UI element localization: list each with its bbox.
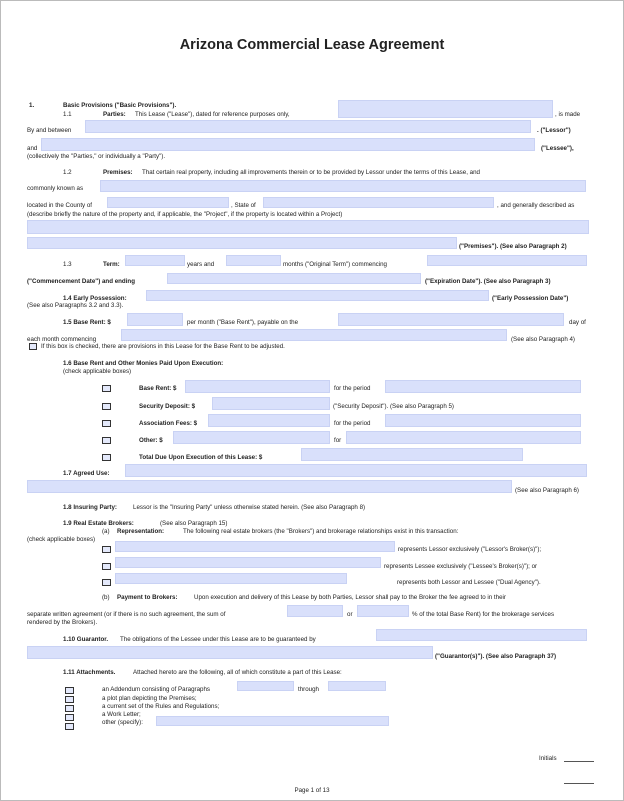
months-text: months ("Original Term") commencing bbox=[283, 261, 387, 268]
lessor-broker-checkbox[interactable] bbox=[102, 546, 111, 553]
dual-agency-checkbox[interactable] bbox=[102, 579, 111, 586]
association-fees-field[interactable] bbox=[208, 414, 330, 427]
day-of-text: day of bbox=[569, 319, 586, 326]
for-text: for bbox=[334, 437, 342, 444]
initials-line-1[interactable] bbox=[564, 761, 594, 762]
real-estate-brokers-label: 1.9 Real Estate Brokers: bbox=[63, 520, 134, 527]
premises-label: Premises: bbox=[103, 169, 133, 176]
other-for-field[interactable] bbox=[346, 431, 581, 444]
security-deposit-text: ("Security Deposit"). (See also Paragraph 5) bbox=[333, 403, 454, 410]
guarantor-field-1[interactable] bbox=[376, 629, 587, 641]
initials-label: Initials bbox=[539, 755, 557, 762]
see-32-text: (See also Paragraphs 3.2 and 3.3). bbox=[27, 302, 124, 309]
base-rent-period-field[interactable] bbox=[385, 380, 581, 393]
state-text: , State of bbox=[231, 202, 256, 209]
section-number: 1. bbox=[29, 102, 35, 109]
rendered-text: rendered by the Brokers). bbox=[27, 619, 98, 626]
or-text: or bbox=[347, 611, 353, 618]
broker-sum-field[interactable] bbox=[287, 605, 343, 617]
initials-line-2[interactable] bbox=[564, 783, 594, 784]
guarantor-field-2[interactable] bbox=[27, 646, 433, 659]
agreed-use-field-1[interactable] bbox=[125, 464, 587, 477]
rent-adjust-checkbox[interactable] bbox=[29, 343, 37, 350]
plot-plan-checkbox[interactable] bbox=[65, 696, 74, 703]
document-title: Arizona Commercial Lease Agreement bbox=[179, 37, 445, 53]
para-number: 1.3 bbox=[63, 261, 72, 268]
security-deposit-checkbox[interactable] bbox=[102, 403, 111, 410]
total-label: Total Due Upon Execution of this Lease: $ bbox=[139, 454, 263, 461]
description-field-2[interactable] bbox=[27, 237, 457, 249]
plot-text: a plot plan depicting the Premises; bbox=[102, 695, 197, 702]
ending-field[interactable] bbox=[167, 273, 421, 284]
check-boxes-text-2: (check applicable boxes) bbox=[27, 536, 96, 543]
agreed-use-label: 1.7 Agreed Use: bbox=[63, 470, 110, 477]
other-specify-checkbox[interactable] bbox=[65, 723, 74, 730]
representation-label: Representation: bbox=[117, 528, 165, 535]
payable-day-field[interactable] bbox=[338, 313, 564, 326]
base-rent-label: 1.5 Base Rent: $ bbox=[63, 319, 111, 326]
see-15-text: (See also Paragraph 15) bbox=[160, 520, 228, 527]
premises-see-2: ("Premises"). (See also Paragraph 2) bbox=[459, 243, 567, 250]
percent-text: % of the total Base Rent) for the brokerage services bbox=[412, 611, 555, 618]
premises-address-field[interactable] bbox=[100, 180, 586, 192]
security-deposit-label: Security Deposit: $ bbox=[139, 403, 196, 410]
is-made-text: , is made bbox=[555, 111, 581, 118]
rep-lessor-text: represents Lessor exclusively ("Lessor's Broker(s)"); bbox=[398, 546, 542, 553]
association-fees-label: Association Fees: $ bbox=[139, 420, 198, 427]
years-and-text: years and bbox=[187, 261, 215, 268]
through-text: through bbox=[298, 686, 319, 693]
other-label: Other: $ bbox=[139, 437, 163, 444]
if-checked-text: If this box is checked, there are provisions in this Lease for the Base Rent to be adjusted. bbox=[41, 343, 285, 350]
total-checkbox[interactable] bbox=[102, 454, 111, 461]
term-years-field[interactable] bbox=[125, 255, 185, 266]
dual-agency-field[interactable] bbox=[115, 573, 347, 584]
monies-label: 1.6 Base Rent and Other Monies Paid Upon Execution: bbox=[63, 360, 224, 367]
other-amount-field[interactable] bbox=[173, 431, 330, 444]
item-a: (a) bbox=[102, 528, 110, 535]
other-specify-field[interactable] bbox=[156, 716, 389, 726]
attachments-label: 1.11 Attachments. bbox=[63, 669, 116, 676]
lessor-broker-field[interactable] bbox=[115, 541, 395, 552]
addendum-text: an Addendum consisting of Paragraphs bbox=[102, 686, 211, 693]
payment-text: Upon execution and delivery of this Lease by both Parties, Lessor shall pay to the Broker the fee agreed to in their bbox=[194, 594, 506, 601]
lessor-label: . ("Lessor") bbox=[537, 127, 571, 134]
commencement-text: ("Commencement Date") and ending bbox=[27, 278, 135, 285]
state-field[interactable] bbox=[263, 197, 494, 208]
by-between-text: By and between bbox=[27, 127, 72, 134]
base-rent-pay-field[interactable] bbox=[185, 380, 330, 393]
total-field[interactable] bbox=[301, 448, 523, 461]
term-label: Term: bbox=[103, 261, 120, 268]
association-fees-checkbox[interactable] bbox=[102, 420, 111, 427]
parties-text: This Lease ("Lease"), dated for reference purposes only, bbox=[135, 111, 290, 118]
other-specify-text: other (specify): bbox=[102, 719, 143, 726]
agreed-use-field-2[interactable] bbox=[27, 480, 512, 493]
county-field[interactable] bbox=[107, 197, 229, 208]
guarantor-text: The obligations of the Lessee under this Lease are to be guaranteed by bbox=[120, 636, 316, 643]
rep-both-text: represents both Lessor and Lessee ("Dual Agency"). bbox=[397, 579, 541, 586]
lessee-label: ("Lessee"), bbox=[541, 145, 574, 152]
lessee-name-field[interactable] bbox=[41, 138, 535, 151]
term-months-field[interactable] bbox=[226, 255, 281, 266]
generally-text: , and generally described as bbox=[497, 202, 575, 209]
each-month-text: each month commencing bbox=[27, 336, 97, 343]
base-rent-pay-label: Base Rent: $ bbox=[139, 385, 177, 392]
check-boxes-text: (check applicable boxes) bbox=[63, 368, 132, 375]
security-deposit-field[interactable] bbox=[212, 397, 330, 410]
addendum-checkbox[interactable] bbox=[65, 687, 74, 694]
section-heading: Basic Provisions ("Basic Provisions"). bbox=[63, 102, 177, 109]
collectively-text: (collectively the "Parties," or individually a "Party"). bbox=[27, 153, 166, 160]
page-footer: Page 1 of 13 bbox=[294, 787, 330, 794]
rules-checkbox[interactable] bbox=[65, 705, 74, 712]
addendum-from-field[interactable] bbox=[237, 681, 294, 691]
for-period-text: for the period bbox=[334, 385, 371, 392]
base-rent-checkbox[interactable] bbox=[102, 385, 111, 392]
association-period-field[interactable] bbox=[385, 414, 581, 427]
commencing-field[interactable] bbox=[427, 255, 587, 266]
payment-label: Payment to Brokers: bbox=[117, 594, 178, 601]
attachments-text: Attached hereto are the following, all of which constitute a part of this Lease: bbox=[133, 669, 342, 676]
insuring-party-text: Lessor is the "Insuring Party" unless otherwise stated herein. (See also Paragraph 8) bbox=[133, 504, 366, 511]
county-text: located in the County of bbox=[27, 202, 93, 209]
early-possession-date-text: ("Early Possession Date") bbox=[492, 295, 569, 302]
known-as-text: commonly known as bbox=[27, 185, 84, 192]
representation-text: The following real estate brokers (the "Brokers") and brokerage relationships exist in this transaction: bbox=[183, 528, 459, 535]
lessee-broker-field[interactable] bbox=[115, 557, 381, 568]
see-4-text: (See also Paragraph 4) bbox=[511, 336, 575, 343]
para-number: 1.1 bbox=[63, 111, 72, 118]
insuring-party-label: 1.8 Insuring Party: bbox=[63, 504, 117, 511]
broker-percent-field[interactable] bbox=[357, 605, 409, 617]
lessor-name-field[interactable] bbox=[85, 120, 531, 133]
lease-date-field[interactable] bbox=[338, 100, 553, 118]
separate-text: separate written agreement (or if there is no such agreement, the sum of bbox=[27, 611, 226, 618]
rep-lessee-text: represents Lessee exclusively ("Lessee's Broker(s)"); or bbox=[384, 563, 538, 570]
guarantor-see-37: ("Guarantor(s)"). (See also Paragraph 37) bbox=[435, 653, 557, 660]
each-month-field[interactable] bbox=[121, 329, 507, 341]
per-month-text: per month ("Base Rent"), payable on the bbox=[187, 319, 299, 326]
addendum-to-field[interactable] bbox=[328, 681, 386, 691]
base-rent-amount-field[interactable] bbox=[127, 313, 183, 326]
item-b: (b) bbox=[102, 594, 110, 601]
expiration-text: ("Expiration Date"). (See also Paragraph 3) bbox=[425, 278, 551, 285]
para-number: 1.2 bbox=[63, 169, 72, 176]
early-possession-label: 1.4 Early Possession: bbox=[63, 295, 127, 302]
early-possession-field[interactable] bbox=[146, 290, 489, 301]
work-text: a Work Letter; bbox=[102, 711, 141, 718]
lessee-broker-checkbox[interactable] bbox=[102, 563, 111, 570]
describe-text: (describe briefly the nature of the property and, if applicable, the "Project", if the property is located within a Project) bbox=[27, 211, 343, 218]
work-letter-checkbox[interactable] bbox=[65, 714, 74, 721]
description-field-1[interactable] bbox=[27, 220, 589, 234]
parties-label: Parties: bbox=[103, 111, 126, 118]
and-text: and bbox=[27, 145, 38, 152]
rules-text: a current set of the Rules and Regulations; bbox=[102, 703, 220, 710]
premises-text: That certain real property, including all improvements therein or to be provided by Lessor under the terms of this Lease, and bbox=[142, 169, 480, 176]
for-period-text-2: for the period bbox=[334, 420, 371, 427]
guarantor-label: 1.10 Guarantor. bbox=[63, 636, 109, 643]
other-checkbox[interactable] bbox=[102, 437, 111, 444]
see-6-text: (See also Paragraph 6) bbox=[515, 487, 579, 494]
